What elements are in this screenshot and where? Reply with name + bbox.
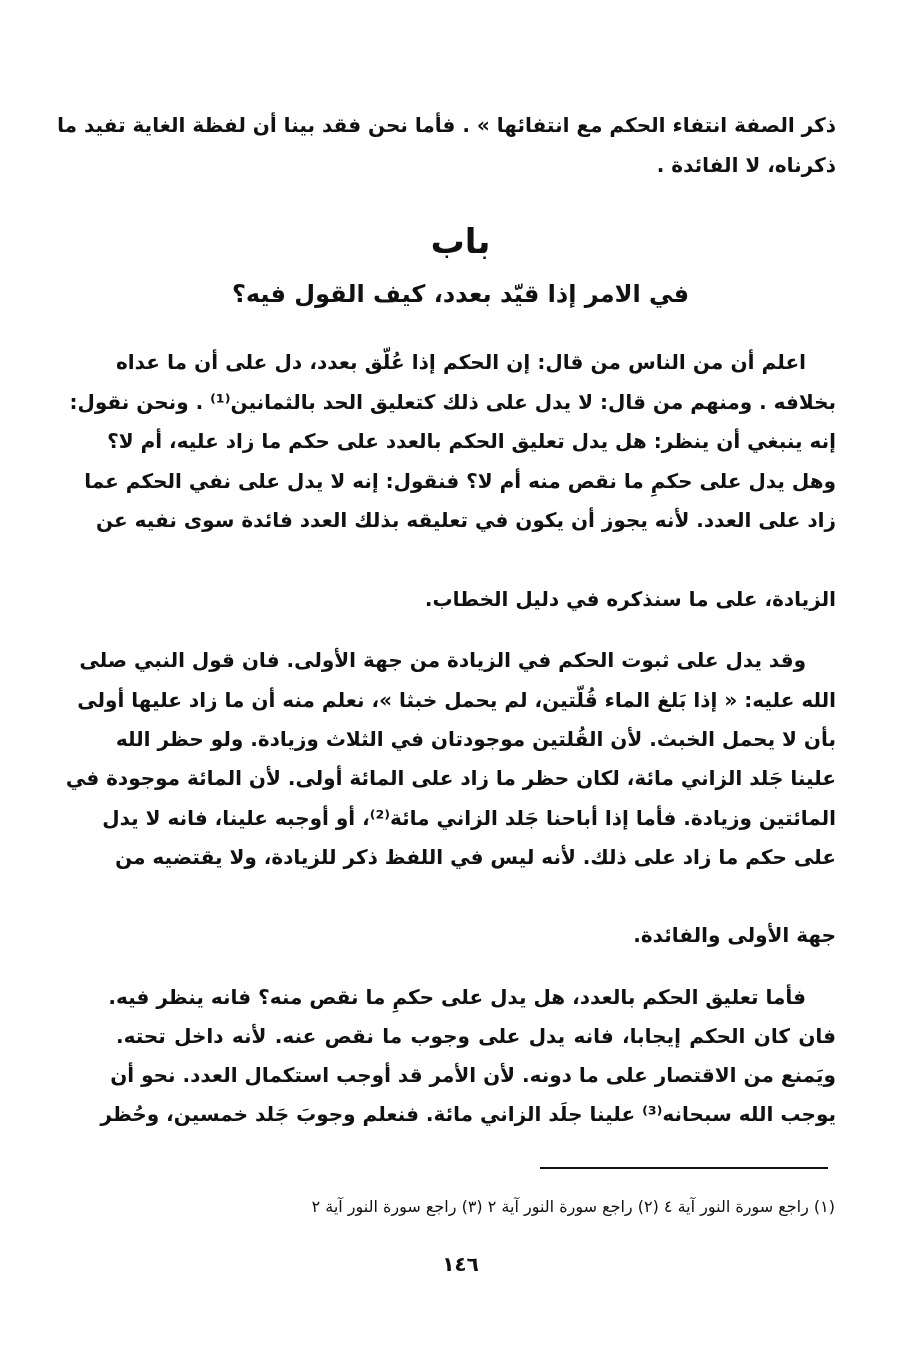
text-line: يوجب الله سبحانه⁽³⁾ علينا جلَد الزاني مائة. فنعلم وجوبَ جَلد خمسين، وحُظر (100, 1102, 836, 1126)
text-line: المائتين وزيادة. فأما إذا أباحنا جَلد الزاني مائة⁽²⁾، أو أوجبه علينا، فانه لا يدل (102, 806, 836, 830)
text-line: ويَمنع من الاقتصار على ما دونه. لأن الأمر قد أوجب استكمال العدد. نحو أن (110, 1063, 836, 1087)
footnotes: (١) راجع سورة النور آية ٤ (٢) راجع سورة النور آية ٢ (٣) راجع سورة النور آية ٢ (311, 1197, 835, 1216)
page-number: ١٤٦ (442, 1252, 479, 1276)
text-line: فان كان الحكم إيجابا، فانه يدل على وجوب ما نقص عنه. لأنه داخل تحته. (116, 1024, 836, 1048)
chapter-title: باب (430, 222, 491, 262)
text-line: بخلافه . ومنهم من قال: لا يدل على ذلك كتعليق الحد بالثمانين⁽¹⁾ . ونحن نقول: (69, 390, 836, 414)
text-line: فأما تعليق الحكم بالعدد، هل يدل على حكمِ ما نقص منه؟ فانه ينظر فيه. (108, 985, 806, 1009)
intro-line-2: ذكرناه، لا الفائدة . (656, 153, 836, 177)
text-line: الله عليه: « إذا بَلغ الماء قُلّتين، لم يحمل خبثا »، نعلم منه أن ما زاد عليها أولى (77, 688, 836, 712)
text-line: اعلم أن من الناس من قال: إن الحكم إذا عُلّق بعدد، دل على أن ما عداه (116, 350, 806, 374)
text-line: إنه ينبغي أن ينظر: هل يدل تعليق الحكم بالعدد على حكم ما زاد عليه، أم لا؟ (107, 429, 836, 453)
text-line: وقد يدل على ثبوت الحكم في الزيادة من جهة الأولى. فان قول النبي صلى (79, 648, 806, 672)
text-line: بأن لا يحمل الخبث. لأن القُلتين موجودتان في الثلاث وزيادة. ولو حظر الله (115, 727, 836, 751)
text-line: زاد على العدد. لأنه يجوز أن يكون في تعليقه بذلك العدد فائدة سوى نفيه عن (96, 508, 836, 532)
intro-line-1: ذكر الصفة انتفاء الحكم مع انتفائها » . فأما نحن فقد بينا أن لفظة الغاية تفيد ما (57, 113, 836, 137)
chapter-subtitle: في الامر إذا قيّد بعدد، كيف القول فيه؟ (231, 280, 690, 308)
footnote-divider (540, 1167, 828, 1169)
text-line: الزيادة، على ما سنذكره في دليل الخطاب. (424, 587, 836, 611)
text-line: علينا جَلد الزاني مائة، لكان حظر ما زاد على المائة أولى. لأن المائة موجودة في (65, 766, 836, 790)
text-line: على حكم ما زاد على ذلك. لأنه ليس في اللفظ ذكر للزيادة، ولا يقتضيه من (115, 845, 836, 869)
text-line: وهل يدل على حكمِ ما نقص منه أم لا؟ فنقول: إنه لا يدل على نفي الحكم عما (84, 469, 836, 493)
text-line: جهة الأولى والفائدة. (633, 923, 836, 947)
